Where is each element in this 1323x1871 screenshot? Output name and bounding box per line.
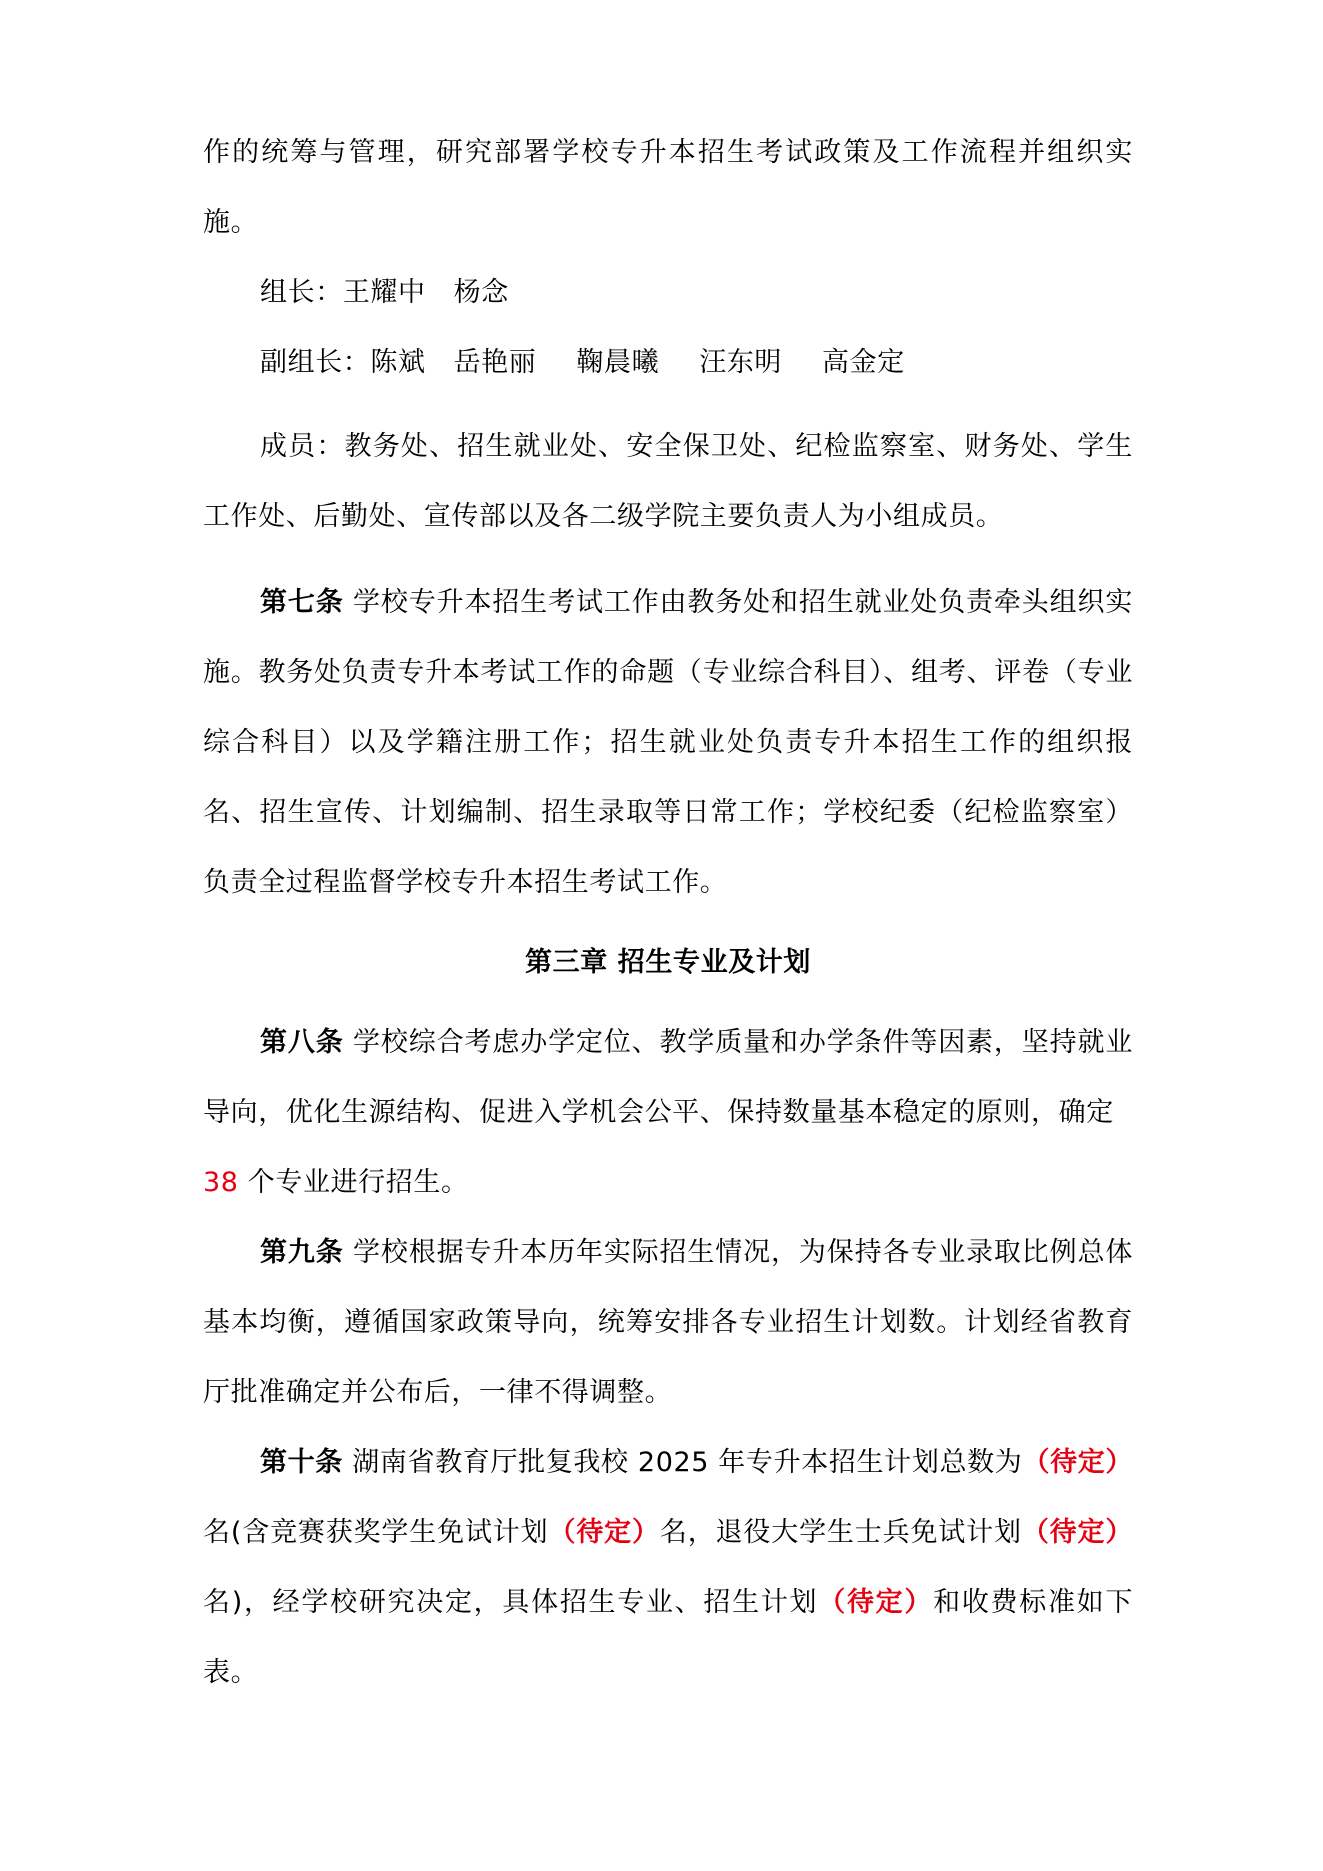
- deputies-label: 副组长：: [260, 347, 371, 378]
- article-text-end: 个专业进行招生。: [247, 1167, 469, 1198]
- article-text: 名，退役大学生士兵免试计划: [659, 1517, 1022, 1548]
- members-paragraph: [203, 412, 1133, 552]
- article-text: 学校根据专升本历年实际招生情况，为保持各专业录取比例总体基本均衡，遵循国家政策导向，统筹安排各专业招生计划数。计划经省教育厅批准确定并公布后，一律不得调整。: [203, 1237, 1133, 1408]
- article-10: [203, 1428, 1133, 1708]
- leader-name: 杨念: [453, 277, 509, 308]
- article-text: 湖南省教育厅批复我校 2025 年专升本招生计划总数为: [352, 1447, 1023, 1478]
- major-count: 38: [203, 1167, 239, 1198]
- article-7: [203, 568, 1133, 918]
- pending-value: （待定）: [548, 1517, 660, 1548]
- chapter-heading: 第三章 招生专业及计划: [525, 947, 811, 978]
- intro-paragraph: [203, 118, 1133, 258]
- article-text: 学校综合考虑办学定位、教学质量和办学条件等因素，坚持就业导向，优化生源结构、促进入学机会公平、保持数量基本稳定的原则，确定: [203, 1027, 1133, 1128]
- leaders-line: [203, 258, 1133, 328]
- article-title: 第十条: [260, 1447, 343, 1478]
- article-9: [203, 1218, 1133, 1428]
- pending-value: （待定）: [818, 1587, 934, 1618]
- leader-name: 王耀中: [342, 277, 426, 308]
- deputy-name: 汪东明: [699, 347, 783, 378]
- pending-value: （待定）: [1022, 1447, 1133, 1478]
- deputy-name: 岳艳丽: [453, 347, 537, 378]
- pending-value: （待定）: [1021, 1517, 1133, 1548]
- article-title: 第七条: [260, 587, 344, 618]
- intro-text: 作的统筹与管理，研究部署学校专升本招生考试政策及工作流程并组织实施。: [203, 137, 1133, 238]
- article-text: 学校专升本招生考试工作由教务处和招生就业处负责牵头组织实施。教务处负责专升本考试工作的命题（专业综合科目）、组考、评卷（专业综合科目）以及学籍注册工作；招生就业处负责专升本招生工作的组织报名、招生宣传、计划编制、招生录取等日常工作；学校纪委（纪检监察室）负责全过程监督学校专升本招生考试工作。: [203, 587, 1133, 898]
- article-text: 和收费标准如下表。: [203, 1587, 1133, 1688]
- article-title: 第九条: [260, 1237, 344, 1268]
- article-8: [203, 1008, 1133, 1218]
- article-title: 第八条: [260, 1027, 344, 1058]
- members-text: 成员：教务处、招生就业处、安全保卫处、纪检监察室、财务处、学生工作处、后勤处、宣传部以及各二级学院主要负责人为小组成员。: [203, 431, 1133, 532]
- article-text: 名(含竞赛获奖学生免试计划: [203, 1517, 549, 1548]
- deputy-name: 陈斌: [370, 347, 426, 378]
- deputy-name: 高金定: [822, 347, 905, 378]
- deputy-name: 鞠晨曦: [576, 347, 660, 378]
- leaders-label: 组长：: [260, 277, 343, 308]
- deputies-line: [203, 328, 1133, 398]
- article-text: 名)，经学校研究决定，具体招生专业、招生计划: [203, 1587, 819, 1618]
- document-body: [203, 118, 1133, 1708]
